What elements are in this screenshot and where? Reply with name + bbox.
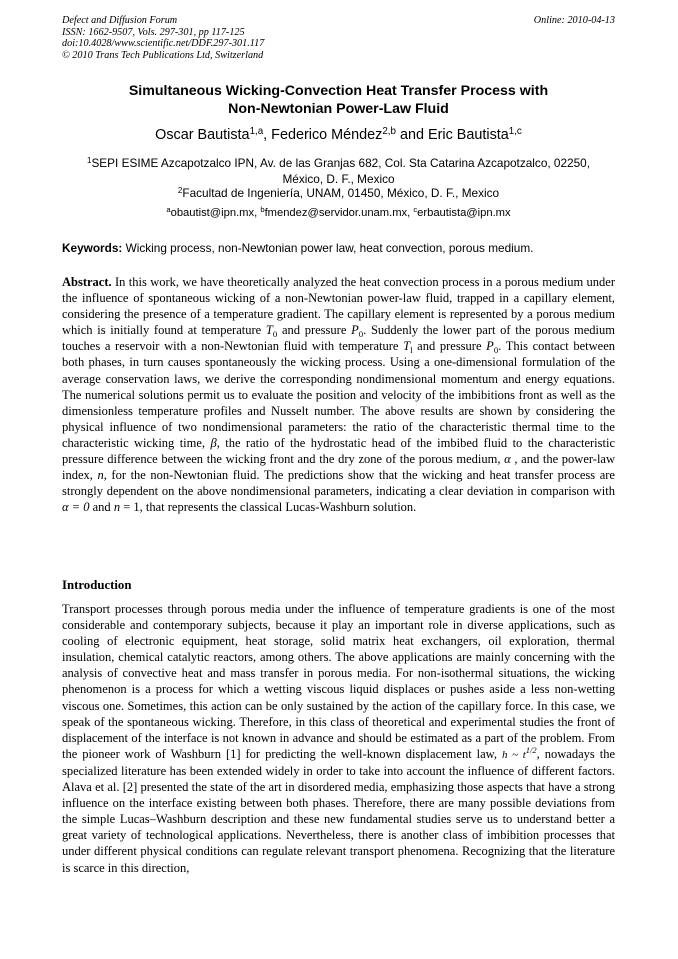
- math-symbol: n: [113, 500, 121, 515]
- paper-title: [62, 82, 615, 118]
- body-text: Transport processes through porous media under the influence of temperature gradients is one of the most considerable and contemporary subjects, because it play an important role in diverse applications, such as cooling of electronic equipment, heat storage, solid matrix heat exchangers, oil exploration, thermal insulation, chemical catalytic reactors, among others. The above applications are mainly concerning with the analysis of convective heat and mass transfer in porous media. For non-isothermal situations, the wicking phenomenon is a process for which a wetting viscous liquid displaces or pushes aside a less non-wetting viscous one. Sometimes, this action can be only sustained by the action of the capillary force. In this case, we speak of the spontaneous wicking. Therefore, in this class of theoretical and experimental studies the front of displacement of the interface is not known in advance and should be estimated as a part of the problem. From the pioneer work of Washburn [1] for predicting the well-known displacement law,: [62, 602, 615, 761]
- math-symbol: P: [486, 339, 494, 354]
- abstract-text: In this work, we have theoretically analyzed the heat convection process in a porous medium under the influence of spontaneous wicking of a non-Newtonian power-law fluid, trapped in a capillary element, considering the presence of a temperature gradient. The capillary element is represented by a porous medium which is initially found at temperature: [62, 275, 615, 338]
- author-name: Federico Méndez: [271, 127, 383, 143]
- affiliation-1-line-1: SEPI ESIME Azcapotzalco IPN, Av. de las Granjas 682, Col. Sta Catarina Azcapotzalco, 02250,: [91, 156, 591, 170]
- math-superscript: 1/2: [525, 745, 537, 756]
- author-affiliation-mark: 2,b: [382, 125, 396, 137]
- math-symbol: α: [504, 452, 511, 467]
- math-symbol: T: [265, 323, 273, 338]
- math-symbol: T: [403, 339, 411, 354]
- abstract-text: , the ratio of the hydrostatic head of the imbibed fluid to the characteristic pressure difference between the wicking front and the dry zone of the porous medium,: [62, 435, 616, 467]
- online-date: Online: 2010-04-13: [533, 15, 615, 26]
- abstract-text: and pressure: [412, 339, 487, 354]
- affiliation-mark: 1: [86, 155, 92, 165]
- abstract-text: and pressure: [277, 323, 352, 338]
- journal-header: [62, 15, 615, 61]
- author-affiliation-mark: 1,c: [508, 125, 522, 137]
- author-separator: ,: [263, 127, 272, 143]
- copyright-line: © 2010 Trans Tech Publications Ltd, Switzerland: [62, 49, 264, 61]
- email-mark: a: [166, 204, 171, 214]
- author-affiliation-mark: 1,a: [249, 125, 264, 137]
- issn-line: ISSN: 1662-9507, Vols. 297-301, pp 117-125: [62, 26, 245, 38]
- affiliation-mark: 2: [177, 185, 183, 195]
- affiliation-2: [62, 185, 615, 201]
- email-mark: c: [413, 204, 418, 214]
- affiliation-1-line-2: México, D. F., Mexico: [282, 172, 395, 186]
- keywords-text: Wicking process, non-Newtonian power law, heat convection, porous medium.: [122, 241, 534, 255]
- abstract: [62, 274, 615, 515]
- author-name: Eric Bautista: [427, 127, 509, 143]
- introduction-text: [62, 601, 615, 876]
- math-subscript: l: [410, 345, 413, 355]
- math-subscript: 0: [272, 328, 278, 339]
- author-name: Oscar Bautista: [155, 127, 250, 143]
- journal-name: Defect and Diffusion Forum: [62, 15, 178, 26]
- keywords: [62, 241, 615, 256]
- abstract-label: Abstract.: [62, 275, 112, 289]
- abstract-text: = 1, that represents the classical Lucas-Washburn solution.: [120, 500, 417, 515]
- keywords-label: Keywords:: [62, 241, 123, 255]
- email-link[interactable]: fmendez@servidor.unam.mx,: [264, 207, 414, 219]
- abstract-text: and: [89, 500, 114, 515]
- body-text: , nowadays the specialized literature has been extended widely in order to take into account the influence of different factors. Alava et al. [2] presented the state of the art in disordered media, emphasizing those aspects that have a strong influence on the interface existing between both phases. Therefore, there are many possible deviations from the simple Lucas–Washburn description and these new fundamental studies serve us to understand better a great variety of technological applications. Nevertheless, there is another class of imbibition processes that under different physical conditions can regulate relevant transport phenomena. Recognizing that the literature is scarce in this direction,: [62, 746, 616, 875]
- abstract-text: , and the power-law index,: [62, 452, 615, 483]
- title-line-2: Non-Newtonian Power-Law Fluid: [228, 101, 449, 117]
- math-symbol: β: [210, 435, 217, 450]
- author-emails: [62, 206, 615, 220]
- abstract-text: . Suddenly the lower part of the porous medium touches a reservoir with a non-Newtonian fluid with temperature: [62, 323, 615, 354]
- affiliation-1: [62, 155, 615, 187]
- abstract-text: . This contact between both phases, in turn causes spontaneously the wicking process. Using a one-dimensional formulation of the average conservation laws, we derive the corresponding nondimensional momentum and energy equations. The numerical solutions permit us to evaluate the position and velocity of the imbibitions front as well as the dimensionless temperature profiles and Nusselt number. The above results are shown by considering the physical influence of two nondimensional parameters: the ratio of the characteristic thermal time to the characteristic wicking time,: [62, 339, 616, 450]
- email-mark: b: [260, 204, 265, 214]
- email-link[interactable]: obautist@ipn.mx,: [170, 207, 261, 219]
- math-subscript: 0: [493, 345, 499, 355]
- affiliation-2-text: Facultad de Ingeniería, UNAM, 01450, México, D. F., Mexico: [182, 186, 500, 200]
- math-expression: α = 0: [62, 500, 90, 515]
- math-subscript: 0: [358, 328, 364, 339]
- abstract-text: , for the non-Newtonian fluid. The predictions show that the wicking and heat transfer process are strongly dependent on the above nondimensional parameters, indicating a clear deviation in comparison with: [62, 468, 615, 499]
- author-list: [62, 126, 615, 144]
- title-line-1: Simultaneous Wicking-Convection Heat Transfer Process with: [128, 83, 549, 99]
- doi-line: doi:10.4028/www.scientific.net/DDF.297-301.117: [62, 38, 265, 50]
- email-link[interactable]: erbautista@ipn.mx: [417, 207, 511, 219]
- section-heading-introduction: Introduction: [62, 578, 132, 592]
- math-symbol: n: [97, 468, 104, 483]
- author-separator: and: [395, 127, 428, 143]
- math-expression: h ~ t: [502, 748, 526, 761]
- math-symbol: P: [351, 323, 359, 338]
